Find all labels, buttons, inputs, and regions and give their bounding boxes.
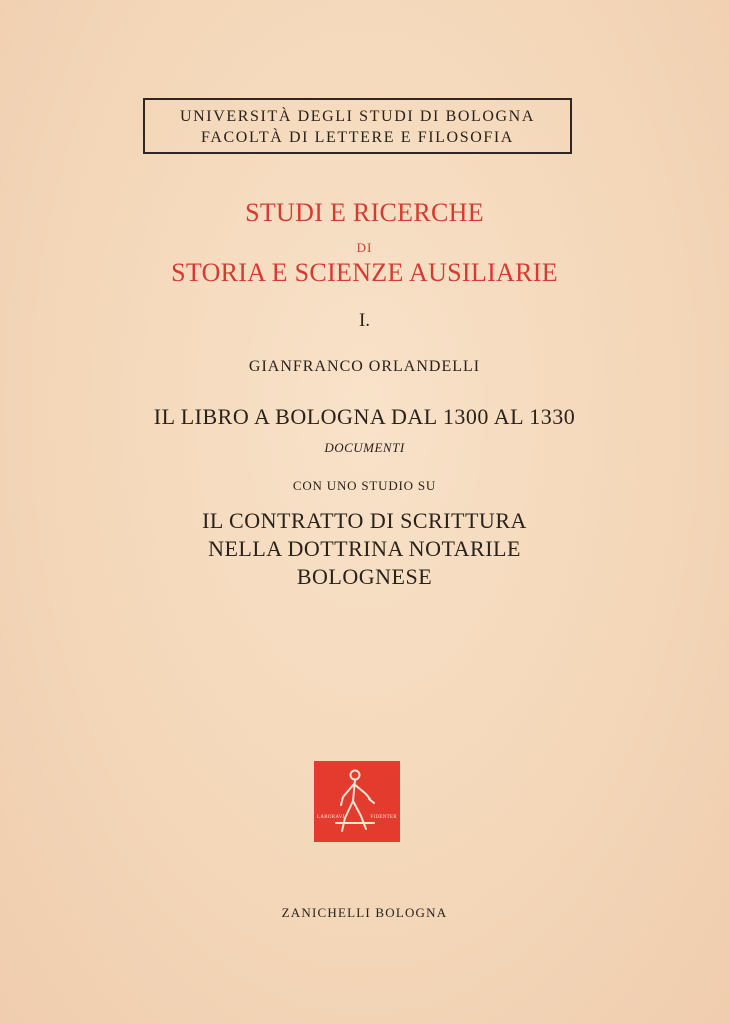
study-title-line-2: NELLA DOTTRINA NOTARILE: [208, 536, 521, 561]
study-title-line-3: BOLOGNESE: [296, 564, 433, 589]
institution-line-2: FACOLTÀ DI LETTERE E FILOSOFIA: [201, 129, 514, 146]
logo-motto-right: FIDENTER: [370, 815, 397, 820]
institution-line-1: UNIVERSITÀ DEGLI STUDI DI BOLOGNA: [180, 108, 535, 125]
book-title: IL LIBRO A BOLOGNA DAL 1300 AL 1330: [153, 404, 576, 429]
with-study-label: CON UNO STUDIO SU: [292, 478, 437, 493]
study-title: [0, 507, 729, 591]
walking-man-icon: [314, 761, 400, 842]
logo-motto-left: LABORAVI: [317, 815, 345, 820]
institution-box: [143, 98, 572, 154]
book-subtitle: DOCUMENTI: [324, 440, 405, 455]
volume-number: I.: [358, 310, 371, 331]
publisher-name: ZANICHELLI BOLOGNA: [281, 905, 448, 920]
publisher-logo: [314, 761, 400, 842]
author-name: GIANFRANCO ORLANDELLI: [248, 358, 481, 375]
study-title-line-1: IL CONTRATTO DI SCRITTURA: [202, 508, 527, 533]
series-title-line-1: STUDI E RICERCHE: [245, 198, 484, 227]
series-title-line-2: DI: [356, 240, 373, 255]
series-title-line-3: STORIA E SCIENZE AUSILIARIE: [171, 258, 558, 287]
